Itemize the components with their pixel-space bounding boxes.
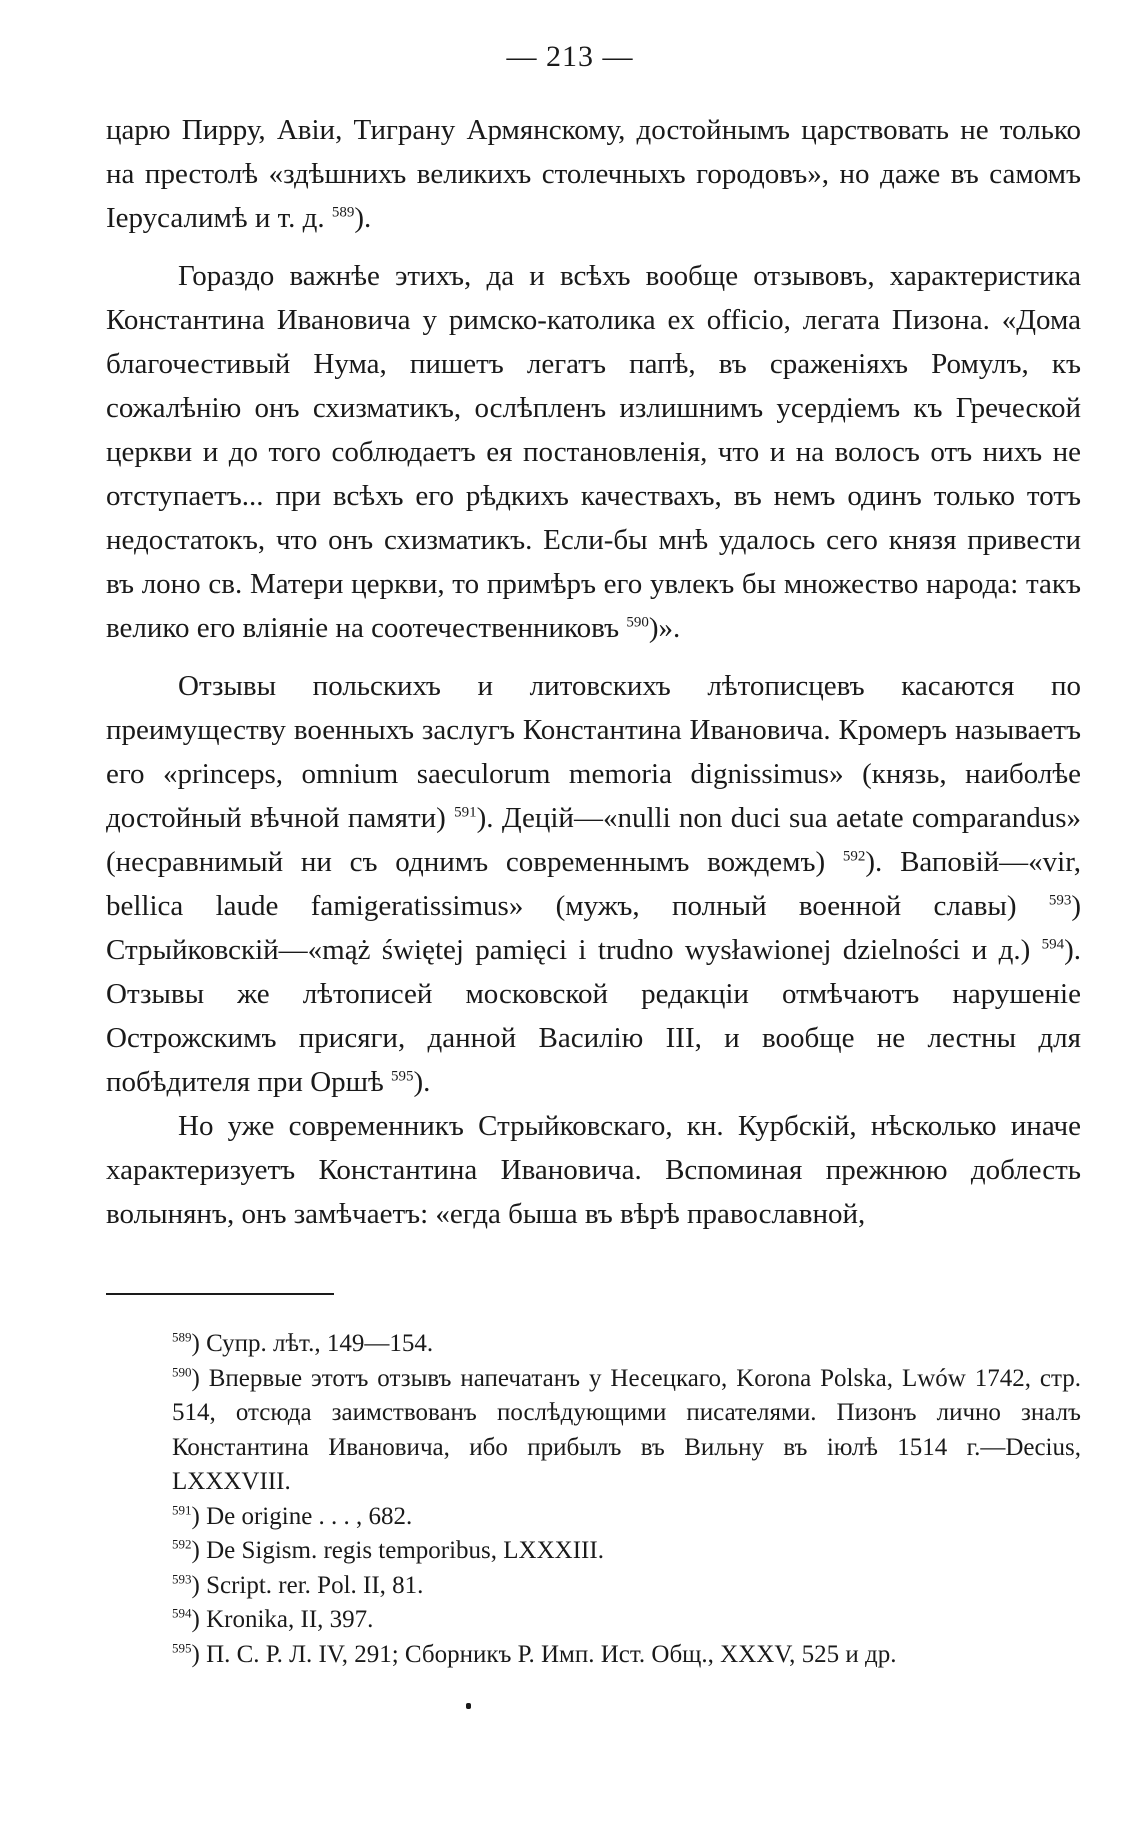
footnote-590 bbox=[106, 1362, 1081, 1500]
footnote-ref: 595 bbox=[390, 1068, 414, 1085]
paragraph-2 bbox=[106, 254, 1081, 650]
paragraph-text: ). bbox=[413, 1066, 431, 1098]
footnote-text: ) Script. rer. Pol. II, 81. bbox=[191, 1571, 424, 1599]
footnote-number: 594 bbox=[172, 1605, 192, 1621]
footnote-number: 592 bbox=[172, 1536, 192, 1552]
paragraph-4: Но уже современникъ Стрыйковскаго, кн. Курбскій, нѣсколько иначе характеризуетъ Константина Ивановича. Вспоминая прежнюю доблесть волынянъ, онъ замѣчаетъ: «егда быша въ вѣрѣ православной, bbox=[106, 1110, 1081, 1230]
footnote-text: ) Супр. лѣт., 149—154. bbox=[191, 1330, 434, 1357]
footnote-ref: 591 bbox=[454, 804, 477, 821]
footnote-divider bbox=[106, 1293, 334, 1295]
footnote-text: ) Kronika, II, 397. bbox=[191, 1606, 374, 1633]
footnote-591 bbox=[106, 1500, 1081, 1535]
footnote-ref: 594 bbox=[1041, 936, 1065, 953]
paragraph-text: Отзывы польскихъ и литовскихъ лѣтописцевъ касаются по преимуществу военныхъ заслугъ Константина Ивановича. Кромеръ называетъ его «princeps, omnium saeculorum memoria dignissimus» (князь, наиболѣе достойный вѣчной памяти) bbox=[106, 670, 1081, 834]
footnotes bbox=[106, 1327, 1081, 1672]
footnote-text: ) Впервые этотъ отзывъ напечатанъ у Несецкаго, Korona Polska, Lwów 1742, стр. 514, отсюда заимствованъ послѣдующими писателями. Пизонъ лично зналъ Константина Ивановича, ибо прибылъ въ Вильну въ іюлѣ 1514 г.—Decius, LXXXVIII. bbox=[172, 1364, 1081, 1495]
footnote-number: 589 bbox=[172, 1329, 192, 1345]
footnote-number: 595 bbox=[172, 1640, 192, 1656]
footnote-ref: 593 bbox=[1048, 892, 1072, 909]
paragraph-text: ) Стрыйковскій—«mąż świętej pamięci i trudno wysławionej dzielności и д.) bbox=[106, 890, 1081, 966]
main-text bbox=[106, 108, 1081, 1236]
footnote-number: 591 bbox=[172, 1502, 192, 1518]
footnote-ref: 589 bbox=[331, 204, 355, 221]
footnote-589 bbox=[106, 1327, 1081, 1362]
paragraph-text: царю Пирру, Авіи, Тиграну Армянскому, достойнымъ царствовать не только на престолѣ «здѣшнихъ великихъ столечныхъ городовъ», но даже въ самомъ Іерусалимѣ и т. д. bbox=[106, 114, 1081, 234]
footnote-593 bbox=[106, 1569, 1081, 1604]
paragraph-text: ). Ваповій—«vir, bellica laude famigeratissimus» (мужъ, полный военной славы) bbox=[106, 846, 1081, 922]
footnote-number: 593 bbox=[172, 1571, 192, 1587]
paragraph-3 bbox=[106, 664, 1081, 1104]
paragraph-text: Гораздо важнѣе этихъ, да и всѣхъ вообще отзывовъ, характеристика Константина Ивановича у римско-католика ex officio, легата Пизона. «Дома благочестивый Нума, пишетъ легатъ папѣ, въ сраженіяхъ Ромулъ, къ сожалѣнію онъ схизматикъ, ослѣпленъ излишнимъ усердіемъ къ Греческой церкви и до того соблюдаетъ ея постановленія, что и на волосъ отъ нихъ не отступаетъ... при всѣхъ его рѣдкихъ качествахъ, въ немъ одинъ только тотъ недостатокъ, что онъ схизматикъ. Если-бы мнѣ удалось сего князя привести въ лоно св. Матери церкви, то примѣръ его увлекъ бы множество народа: такъ велико его вліяніе на соотечественниковъ bbox=[106, 260, 1081, 644]
footnote-595 bbox=[106, 1638, 1081, 1673]
footnote-594 bbox=[106, 1603, 1081, 1638]
paragraph-text: ). Децій—«nulli non duci sua aetate comparandus» (несравнимый ни съ однимъ современнымъ вождемъ) bbox=[106, 802, 1081, 878]
ink-speck bbox=[466, 1703, 471, 1709]
footnote-text: ) П. С. Р. Л. IV, 291; Сборникъ Р. Имп. Ист. Общ., XXXV, 525 и др. bbox=[191, 1640, 897, 1668]
paragraph-text: ). Отзывы же лѣтописей московской редакціи отмѣчаютъ нарушеніе Острожскимъ присяги, данной Василію III, и вообще не лестны для побѣдителя при Оршѣ bbox=[106, 934, 1081, 1098]
footnote-592 bbox=[106, 1534, 1081, 1569]
page-number: — 213 — bbox=[506, 40, 634, 73]
footnote-ref: 590 bbox=[626, 614, 649, 631]
footnote-ref: 592 bbox=[842, 848, 866, 865]
paragraph-1 bbox=[106, 108, 1081, 240]
paragraph-text: ). bbox=[354, 202, 372, 234]
footnote-text: ) De Sigism. regis temporibus, LXXXIII. bbox=[191, 1537, 604, 1564]
footnote-text: ) De origine . . . , 682. bbox=[191, 1502, 413, 1530]
footnote-number: 590 bbox=[172, 1364, 192, 1380]
paragraph-text: )». bbox=[648, 612, 681, 644]
